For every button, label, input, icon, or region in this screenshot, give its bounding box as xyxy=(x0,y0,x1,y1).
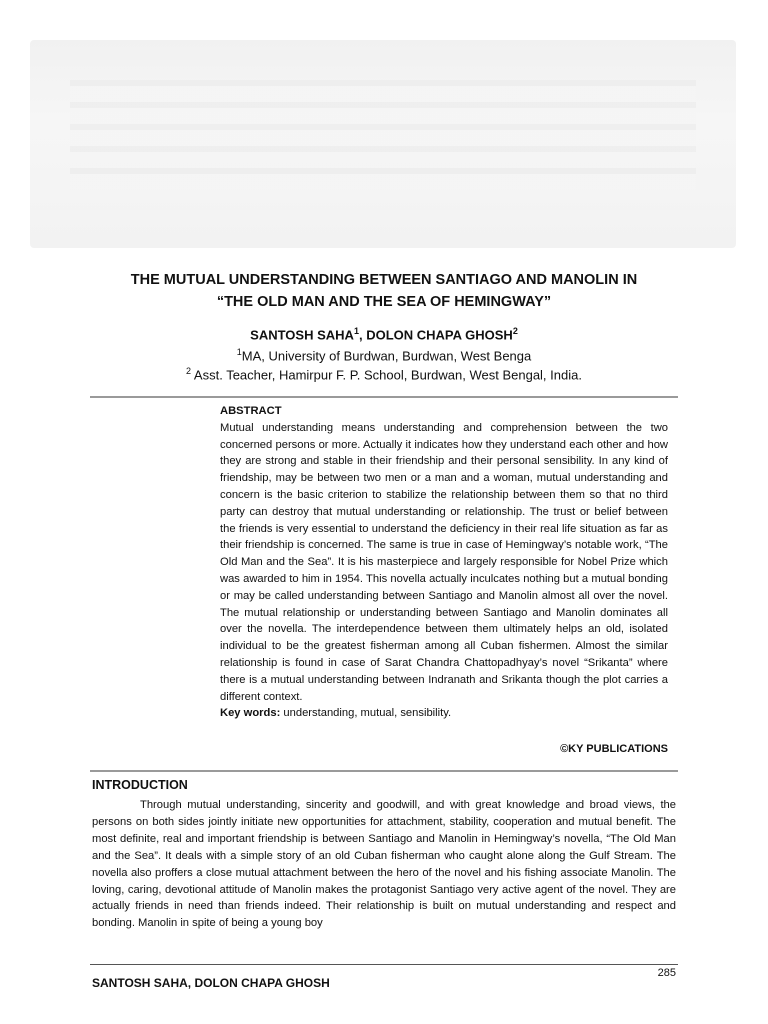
keywords-line xyxy=(220,705,668,722)
author-2: DOLON CHAPA GHOSH xyxy=(366,327,513,343)
author-1: SANTOSH SAHA xyxy=(250,327,354,343)
keywords-label: Key words: xyxy=(220,707,281,720)
affiliation-2-text: Asst. Teacher, Hamirpur F. P. School, Burdwan, West Bengal, India. xyxy=(191,367,582,383)
publisher-credit: ©KY PUBLICATIONS xyxy=(560,743,668,755)
footer-divider xyxy=(90,964,678,965)
author-list xyxy=(40,326,728,342)
affiliation-2-mark: 2 xyxy=(186,366,192,376)
introduction-text: Through mutual understanding, sincerity and goodwill, and with great knowledge and broad views, the persons on both sides jointly initiate new opportunities for attachment, stability, cooperation and mutual benefit. The most definite, real and important friendship is between Santiago and Manolin in Hemingway’s novella, “The Old Man and the Sea”. It deals with a simple story of an old Cuban fisherman who caught alone along the Gulf Stream. The novella also proffers a close mutual attachment between the hero of the novel and his fishing associate Manolin. The loving, caring, devotional attitude of Manolin makes the protagonist Santiago very active agent of the novel. They are actually friends in need than friends indeed. Their relationship is built on mutual understanding and respect and bonding. Manolin in spite of being a young boy xyxy=(92,799,676,930)
paper-title xyxy=(40,269,728,313)
title-line-2: “THE OLD MAN AND THE SEA OF HEMINGWAY” xyxy=(216,294,552,310)
affiliation-1-mark: 1 xyxy=(236,347,242,357)
affiliation-2 xyxy=(40,366,728,382)
abstract-heading: ABSTRACT xyxy=(220,405,282,417)
footer-authors: SANTOSH SAHA, DOLON CHAPA GHOSH xyxy=(92,976,330,990)
author-1-affiliation-mark: 1 xyxy=(353,326,359,336)
author-2-affiliation-mark: 2 xyxy=(512,326,518,336)
keywords-values: understanding, mutual, sensibility. xyxy=(280,707,452,720)
abstract-text: Mutual understanding means understanding and comprehension between the two concerned persons or more. Actually it indicates how they understand each other and how they are strong and stable in their friendship and their personal sensibility. In any kind of friendship, may be between two men or a man and a woman, mutual understanding and concern is the basic criterion to stabilize the relationship between them so that no third party can destroy that mutual understanding or relationship. The trust or belief between the friends is very essential to understand the deficiency in their real life situation as far as their friendship is concerned. The same is true in case of Hemingway’s notable work, “The Old Man and the Sea”. It is his masterpiece and largely responsible for Nobel Prize which was awarded to him in 1954. This novella actually inculcates nothing but a mutual bonding or may be called understanding between Santiago and Manolin almost all over the novel. The mutual relationship or understanding between Santiago and Manolin dominates all over the novella. The interdependence between them ultimately helps an old, isolated individual to be the greatest fisherman among all Cuban fishermen. Almost the similar relationship is found in case of Sarat Chandra Chattopadhyay’s novel “Srikanta” where there is a mutual understanding between Indranath and Srikanta though the plot carries a different context. xyxy=(220,421,668,703)
abstract-top-divider xyxy=(90,396,678,398)
affiliation-1-text: MA, University of Burdwan, Burdwan, West Benga xyxy=(241,348,532,364)
title-line-1: THE MUTUAL UNDERSTANDING BETWEEN SANTIAGO AND MANOLIN IN xyxy=(130,272,638,288)
journal-header-banner xyxy=(30,40,736,248)
author-separator: , xyxy=(358,327,367,343)
affiliation-1 xyxy=(40,347,728,363)
abstract-section xyxy=(220,403,668,722)
abstract-bottom-divider xyxy=(90,770,678,772)
page-number: 285 xyxy=(657,967,676,979)
introduction-heading: INTRODUCTION xyxy=(92,778,188,792)
